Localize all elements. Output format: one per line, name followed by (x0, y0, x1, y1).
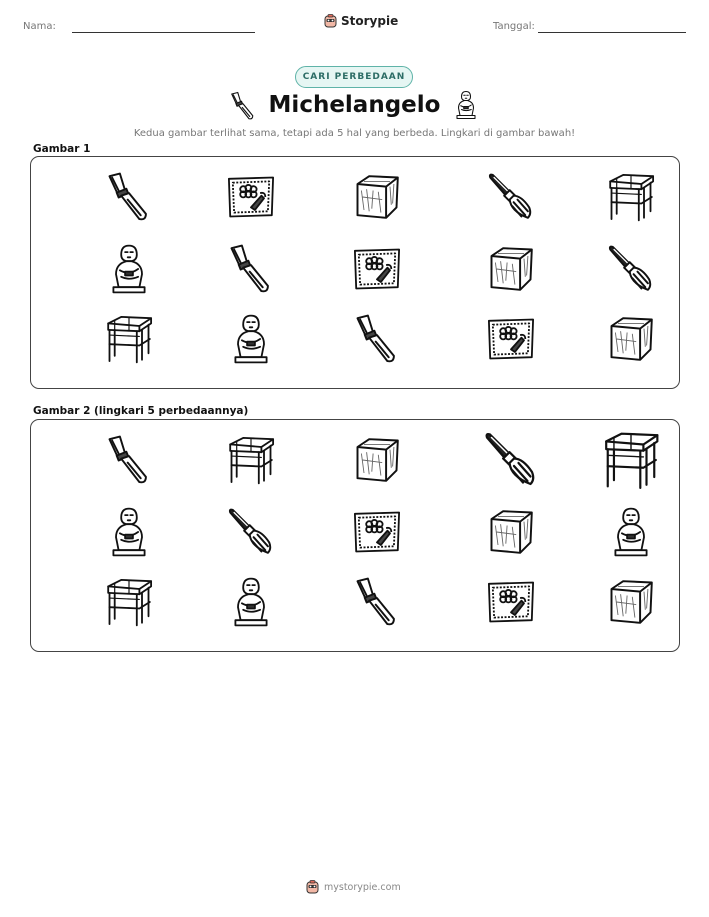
marble-block-icon[interactable] (605, 313, 657, 365)
brand-name: Storypie (341, 14, 399, 28)
title-statue-icon (451, 88, 481, 122)
fresco-icon[interactable] (351, 243, 403, 295)
scaffold-icon[interactable] (103, 576, 155, 628)
statue-icon[interactable] (103, 506, 155, 558)
fresco-icon[interactable] (485, 576, 537, 628)
paintbrush-icon[interactable] (605, 243, 657, 295)
paintbrush-icon[interactable] (481, 430, 541, 490)
chisel-icon[interactable] (351, 313, 403, 365)
name-label: Nama: (23, 21, 56, 32)
fresco-icon[interactable] (351, 506, 403, 558)
chisel-icon[interactable] (103, 171, 155, 223)
picture1-label: Gambar 1 (33, 143, 91, 155)
chisel-icon[interactable] (103, 434, 155, 486)
fresco-icon[interactable] (485, 313, 537, 365)
statue-icon[interactable] (225, 576, 277, 628)
brand-logo (324, 14, 398, 28)
chisel-icon[interactable] (225, 243, 277, 295)
marble-block-icon[interactable] (485, 243, 537, 295)
chisel-icon[interactable] (351, 576, 403, 628)
activity-badge: CARI PERBEDAAN (295, 66, 413, 88)
marble-block-icon[interactable] (351, 171, 403, 223)
date-field[interactable] (538, 32, 686, 33)
footer (306, 880, 401, 894)
paintbrush-icon[interactable] (225, 506, 277, 558)
storypie-mascot-icon (306, 880, 319, 894)
picture2-label: Gambar 2 (lingkari 5 perbedaannya) (33, 405, 249, 417)
picture2-frame[interactable] (30, 419, 680, 652)
instructions: Kedua gambar terlihat sama, tetapi ada 5 hal yang berbeda. Lingkari di gambar bawah! (133, 128, 576, 139)
scaffold-icon[interactable] (605, 171, 657, 223)
scaffold-icon[interactable] (225, 434, 277, 486)
scaffold-icon[interactable] (600, 429, 662, 491)
marble-block-icon[interactable] (485, 506, 537, 558)
page-title: Michelangelo (268, 92, 441, 118)
statue-icon[interactable] (103, 243, 155, 295)
marble-block-icon[interactable] (351, 434, 403, 486)
scaffold-icon[interactable] (103, 313, 155, 365)
fresco-icon[interactable] (225, 171, 277, 223)
date-label: Tanggal: (493, 21, 535, 32)
marble-block-icon[interactable] (605, 576, 657, 628)
picture1-frame[interactable] (30, 156, 680, 389)
paintbrush-icon[interactable] (485, 171, 537, 223)
footer-site: mystorypie.com (324, 881, 401, 893)
storypie-mascot-icon (324, 14, 337, 28)
statue-icon[interactable] (225, 313, 277, 365)
statue-icon[interactable] (605, 506, 657, 558)
name-field[interactable] (72, 32, 255, 33)
